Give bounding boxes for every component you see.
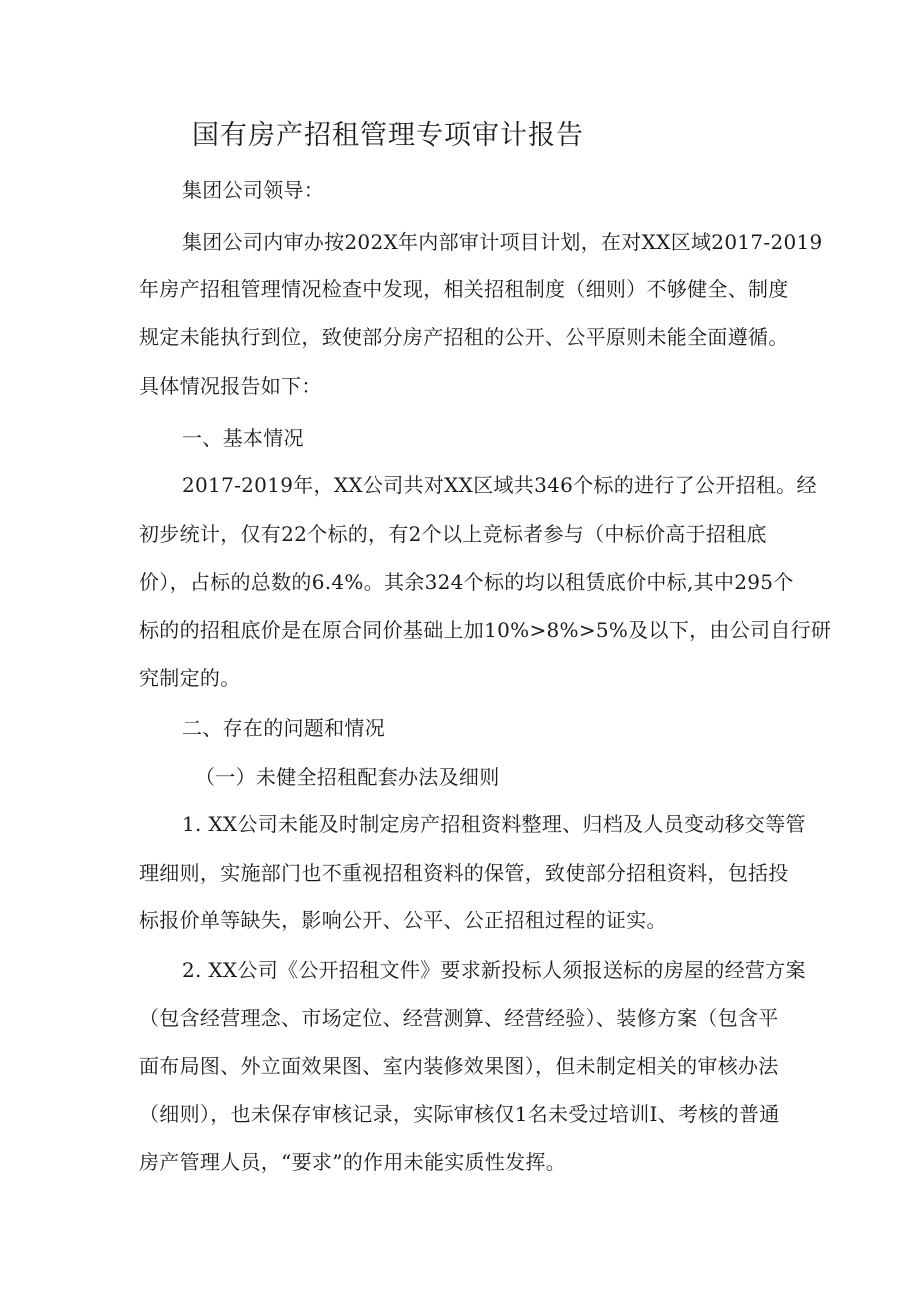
intro-line-4: 具体情况报告如下： — [139, 374, 322, 398]
item1-line-3: 标报价单等缺失，影响公开、公平、公正招租过程的证实。 — [139, 908, 667, 932]
item2-line-4: （细则），也未保存审核记录，实际审核仅1名未受过培训I、考核的普通 — [139, 1102, 780, 1126]
subsection1-heading: （一）未健全招租配套办法及细则 — [195, 765, 500, 789]
item2-line-1: 2. XX公司《公开招租文件》要求新投标人须报送标的房屋的经营方案 — [182, 958, 806, 982]
intro-line-3: 规定未能执行到位，致使部分房产招租的公开、公平原则未能全面遵循。 — [139, 325, 789, 349]
item2-line-2: （包含经营理念、市场定位、经营测算、经营经验）、装修方案（包含平 — [139, 1006, 779, 1030]
item2-line-3: 面布局图、外立面效果图、室内装修效果图），但未制定相关的审核办法 — [139, 1054, 779, 1078]
item2-line-5: 房产管理人员，“要求”的作用未能实质性发挥。 — [139, 1150, 567, 1174]
section1-heading: 一、基本情况 — [182, 426, 304, 450]
item1-line-2: 理细则，实施部门也不重视招租资料的保管，致使部分招租资料，包括投 — [139, 861, 789, 885]
section1-line-4: 标的的招租底价是在原合同价基础上加10%>8%>5%及以下，由公司自行研 — [139, 618, 832, 642]
section1-line-1: 2017-2019年，XX公司共对XX区域共346个标的进行了公开招租。经 — [182, 473, 817, 497]
salutation: 集团公司领导： — [182, 178, 325, 202]
intro-line-2: 年房产招租管理情况检查中发现，相关招租制度（细则）不够健全、制度 — [139, 277, 789, 301]
section1-line-3: 价），占标的总数的6.4%。其余324个标的均以租赁底价中标,其中295个 — [139, 570, 794, 594]
document-title: 国有房产招租管理专项审计报告 — [192, 120, 584, 151]
section2-heading: 二、存在的问题和情况 — [182, 716, 385, 740]
intro-line-1: 集团公司内审办按202X年内部审计项目计划，在对XX区域2017-2019 — [182, 230, 823, 254]
item1-line-1: 1. XX公司未能及时制定房产招租资料整理、归档及人员变动移交等管 — [182, 812, 806, 836]
section1-line-2: 初步统计，仅有22个标的，有2个以上竞标者参与（中标价高于招租底 — [139, 522, 767, 546]
section1-line-5: 究制定的。 — [139, 666, 241, 690]
